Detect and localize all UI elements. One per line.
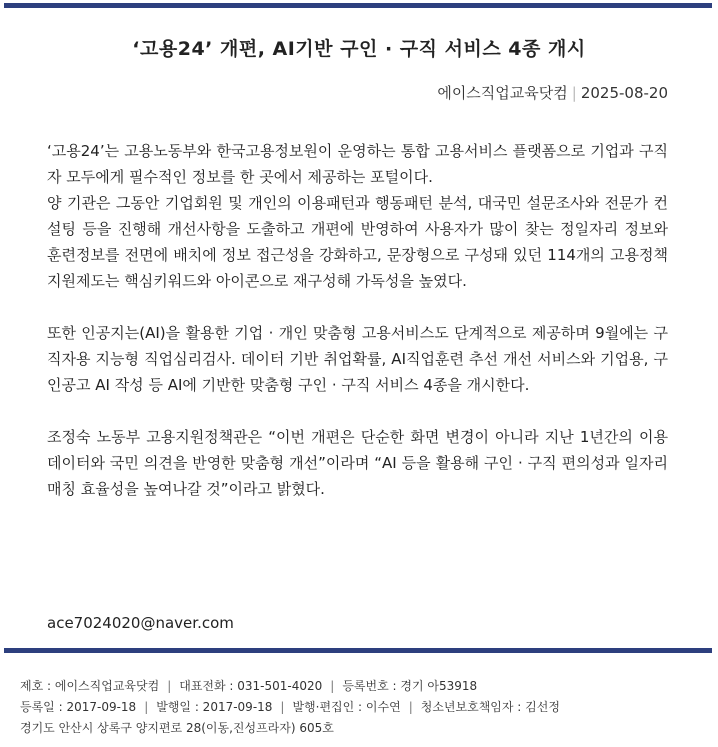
article-paragraph: 양 기관은 그동안 기업회원 및 개인의 이용패턴과 행동패턴 분석, 대국민 설문조사와 전문가 컨설팅 등을 진행해 개선사항을 도출하고 개편에 반영하여 사용자가 많이 찾는 정일자리 정보와 훈련정보를 전면에 배치에 정보 접근성을 강화하고, 문장형으로 구성돼 있던 114개의 고용정책 지원제도는 핵심키워드와 아이콘으로 재구성해 가독성을 높였다. bbox=[47, 194, 668, 290]
footer-phone: 대표전화 : 031-501-4020 bbox=[179, 679, 323, 693]
byline bbox=[437, 82, 668, 103]
footer-editor: 발행·편집인 : 이수연 bbox=[292, 700, 401, 714]
footer-publish-date: 발행일 : 2017-09-18 bbox=[156, 700, 273, 714]
article-paragraph: 또한 인공지는(AI)을 활용한 기업 · 개인 맞춤형 고용서비스도 단계적으로 제공하며 9월에는 구직자용 지능형 직업심리검사. 데이터 기반 취업확률, AI직업훈련 추선 개선 서비스와 기업용, 구인공고 AI 작성 등 AI에 기반한 맞춤형 구인 · 구직 서비스 4종을 개시한다. bbox=[47, 324, 668, 394]
footer-registered-date: 등록일 : 2017-09-18 bbox=[20, 700, 137, 714]
footer-line-1: 제호 : 에이스직업교육닷컴 | 대표전화 : 031-501-4020 | 등록번호 : 경기 아53918 bbox=[20, 679, 478, 693]
footer-address: 경기도 안산시 상록구 양지편로 28(이동,진성프라자) 605호 bbox=[20, 721, 334, 735]
publish-date: 2025-08-20 bbox=[580, 84, 668, 102]
footer-title-info: 제호 : 에이스직업교육닷컴 bbox=[20, 679, 160, 693]
site-footer bbox=[20, 676, 560, 739]
top-divider bbox=[4, 3, 712, 8]
footer-youth-officer: 청소년보호책임자 : 김선정 bbox=[420, 700, 560, 714]
article-paragraph: 조정숙 노동부 고용지원정책관은 “이번 개편은 단순한 화면 변경이 아니라 지난 1년간의 이용 데이터와 국민 의견을 반영한 맞춤형 개선”이라며 “AI 등을 활용해 구인 · 구직 편의성과 일자리 매칭 효율성을 높여나갈 것”이라고 밝혔다. bbox=[47, 428, 668, 498]
article-body bbox=[47, 138, 668, 502]
author-email[interactable]: ace7024020@naver.com bbox=[47, 614, 234, 632]
byline-separator: | bbox=[571, 84, 577, 102]
article-title: ‘고용24’ 개편, AI기반 구인 · 구직 서비스 4종 개시 bbox=[132, 38, 586, 60]
publisher-name[interactable]: 에이스직업교육닷컴 bbox=[437, 84, 568, 102]
article-paragraph: ‘고용24’는 고용노동부와 한국고용정보원이 운영하는 통합 고용서비스 플랫폼으로 기업과 구직자 모두에게 필수적인 정보를 한 곳에서 제공하는 포털이다. bbox=[47, 142, 668, 186]
footer-registration: 등록번호 : 경기 아53918 bbox=[342, 679, 478, 693]
bottom-divider bbox=[4, 648, 712, 653]
footer-line-2: 등록일 : 2017-09-18 | 발행일 : 2017-09-18 | 발행·편집인 : 이수연 | 청소년보호책임자 : 김선정 bbox=[20, 700, 560, 714]
